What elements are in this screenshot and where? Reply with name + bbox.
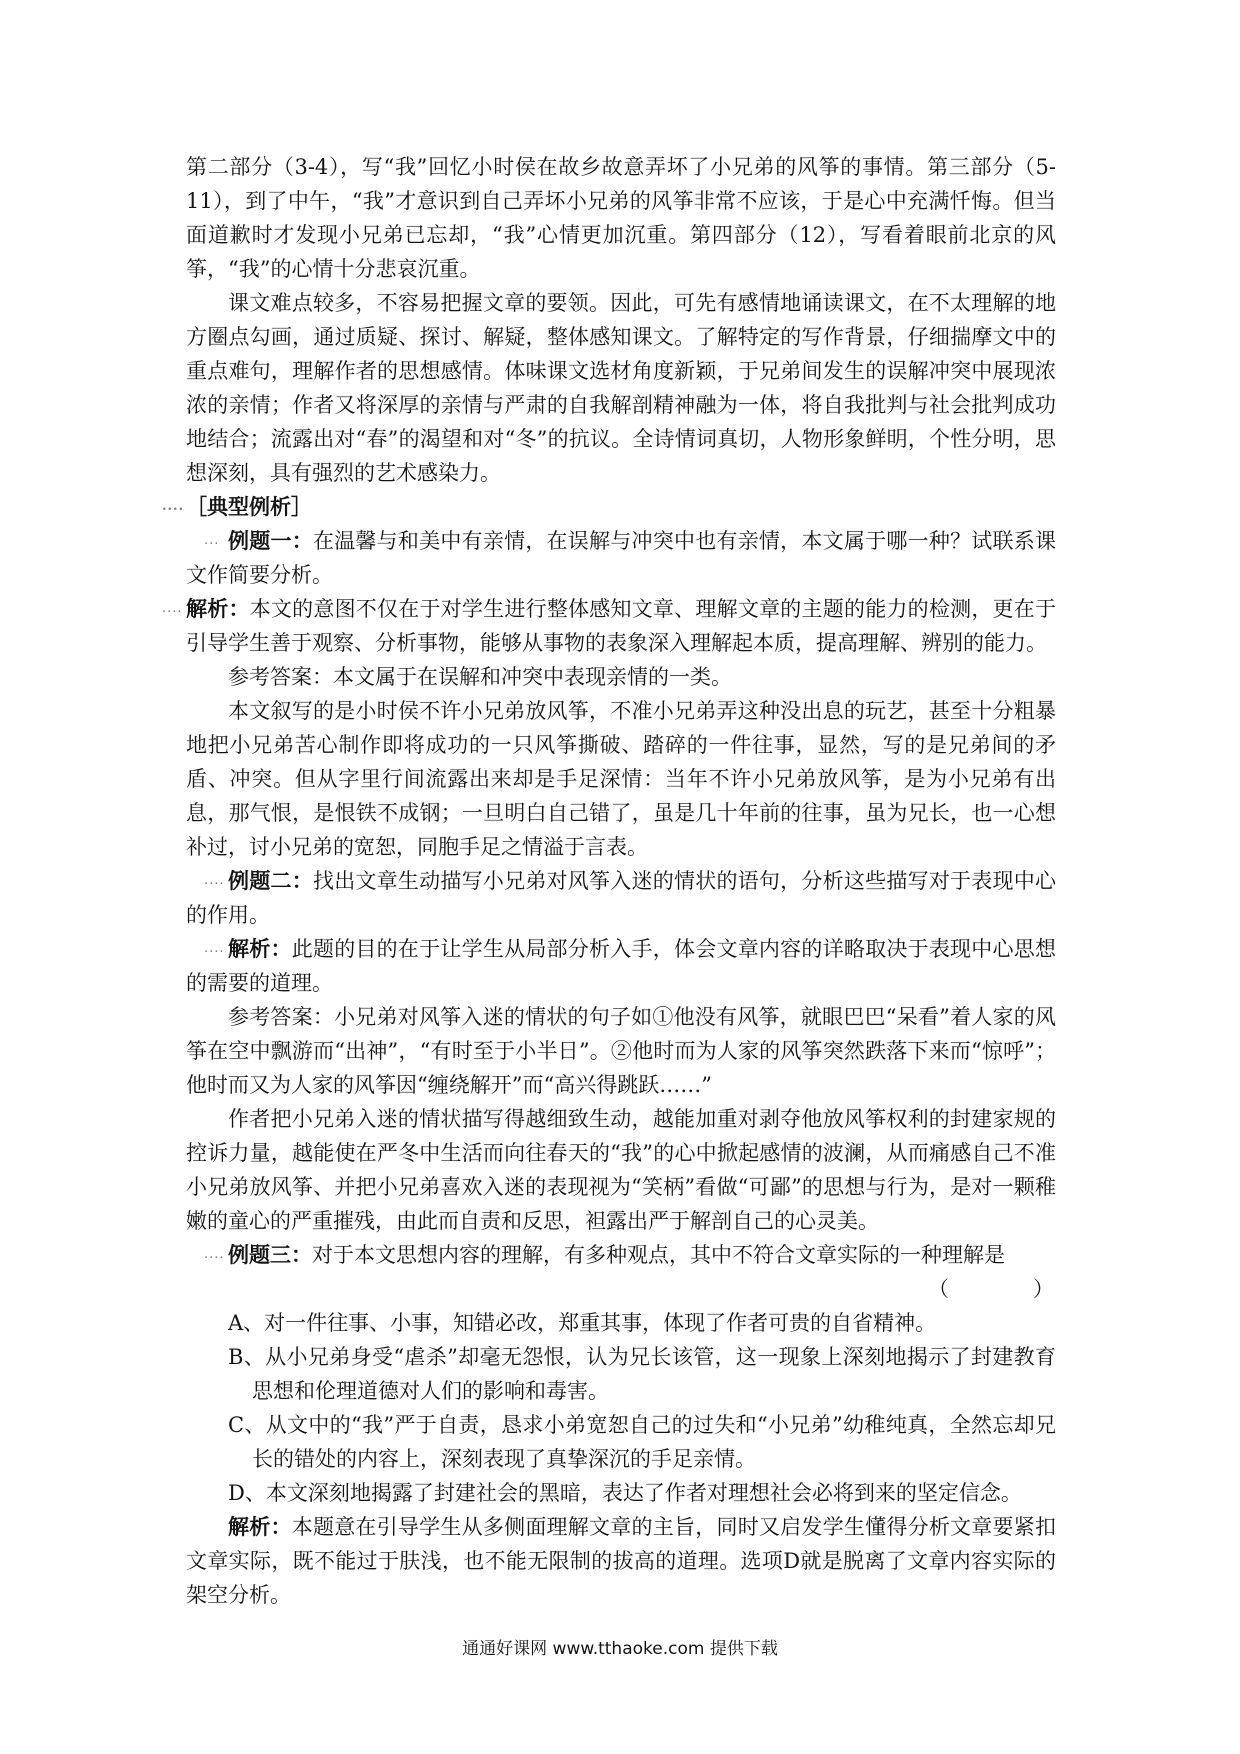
example-1-analysis (162, 592, 1057, 660)
example-1-analysis-text: 本文的意图不仅在于对学生进行整体感知文章、理解文章的主题的能力的检测，更在于引导学生善于观察、分析事物，能够从事物的表象深入理解起本质，提高理解、辨别的能力。 (186, 597, 1057, 655)
example-3-question-text: 对于本文思想内容的理解，有多种观点，其中不符合文章实际的一种理解是 (312, 1243, 1005, 1267)
example-2-analysis-label: 解析： (228, 936, 292, 961)
example-3-question (186, 1238, 1056, 1272)
example-3-analysis (186, 1510, 1056, 1612)
margin-marks: .... (204, 1247, 225, 1262)
summary-paragraph: 第二部分（3-4），写“我”回忆小时侯在故乡故意弄坏了小兄弟的风筝的事情。第三部分（5-11），到了中午，“我”才意识到自己弄坏小兄弟的风筝非常不应该，于是心中充满忏悔。但当面道歉时才发现小兄弟已忘却，“我”心情更加沉重。第四部分（12），写看着眼前北京的风筝，“我”的心情十分悲哀沉重。 (186, 155, 1056, 281)
margin-marks: .... (204, 941, 225, 956)
example-2-question-text: 找出文章生动描写小兄弟对风筝入迷的情状的语句，分析这些描写对于表现中心的作用。 (186, 869, 1057, 927)
document-body (162, 150, 1057, 1612)
margin-marks: .... (162, 601, 183, 616)
example-1-analysis-label: 解析： (186, 596, 250, 621)
option-b: B、从小兄弟身受“虐杀”却毫无怨恨，认为兄长该管，这一现象上深刻地揭示了封建教育思想和伦理道德对人们的影响和毒害。 (228, 1345, 1056, 1403)
answer-blank: （ ） (928, 1277, 1054, 1301)
section-heading-text: ［典型例析］ (186, 494, 312, 519)
example-2-answer: 参考答案：小兄弟对风筝入迷的情状的句子如①他没有风筝，就眼巴巴“呆看”着人家的风筝在空中飘游而“出神”，“有时至于小半日”。②他时而为人家的风筝突然跌落下来而“惊呼”；他时而又为人家的风筝因“缠绕解开”而“高兴得跳跃……” (186, 1005, 1056, 1097)
example-3-label: 例题三： (228, 1242, 312, 1267)
example-1-question (186, 524, 1056, 592)
option-d: D、本文深刻地揭露了封建社会的黑暗，表达了作者对理想社会必将到来的坚定信念。 (228, 1481, 1022, 1505)
example-1-label: 例题一： (228, 528, 313, 553)
example-2-label: 例题二： (228, 868, 313, 893)
example-2-question (186, 864, 1056, 932)
option-c: C、从文中的“我”严于自责，恳求小弟宽恕自己的过失和“小兄弟”幼稚纯真，全然忘却兄长的错处的内容上，深刻表现了真挚深沉的手足亲情。 (228, 1413, 1056, 1471)
example-3-analysis-text: 本题意在引导学生从多侧面理解文章的主旨，同时又启发学生懂得分析文章要紧扣文章实际，既不能过于肤浅，也不能无限制的拔高的道理。选项D就是脱离了文章内容实际的架空分析。 (186, 1515, 1057, 1607)
margin-marks: ... (204, 533, 220, 548)
example-1-question-text: 在温馨与和美中有亲情，在误解与冲突中也有亲情，本文属于哪一种？试联系课文作简要分析。 (186, 529, 1057, 587)
example-3-analysis-label: 解析： (228, 1514, 292, 1539)
margin-marks: .... (204, 873, 225, 888)
example-1-answer: 参考答案：本文属于在误解和冲突中表现亲情的一类。 (228, 665, 732, 689)
example-2-analysis-text: 此题的目的在于让学生从局部分析入手，体会文章内容的详略取决于表现中心思想的需要的道理。 (186, 937, 1057, 995)
example-2-extra: 作者把小兄弟入迷的情状描写得越细致生动，越能加重对剥夺他放风筝权利的封建家规的控诉力量，越能使在严冬中生活而向往春天的“我”的心中掀起感情的波澜，从而痛感自己不准小兄弟放风筝、并把小兄弟喜欢入迷的表现视为“笑柄”看做“可鄙”的思想与行为，是对一颗稚嫩的童心的严重摧残，由此而自责和反思，袒露出严于解剖自己的心灵美。 (186, 1107, 1056, 1233)
section-heading (162, 490, 1056, 524)
page-footer: 通通好课网 www.tthaoke.com 提供下载 (462, 1639, 778, 1659)
margin-marks: .... (162, 499, 185, 514)
difficulty-paragraph: 课文难点较多，不容易把握文章的要领。因此，可先有感情地诵读课文，在不太理解的地方圈点勾画，通过质疑、探讨、解疑，整体感知课文。了解特定的写作背景，仔细揣摩文中的重点难句，理解作者的思想感情。体味课文选材角度新颖，于兄弟间发生的误解冲突中展现浓浓的亲情；作者又将深厚的亲情与严肃的自我解剖精神融为一体，将自我批判与社会批判成功地结合；流露出对“春”的渴望和对“冬”的抗议。全诗情词真切，人物形象鲜明，个性分明，思想深刻，具有强烈的艺术感染力。 (186, 291, 1056, 485)
option-a: A、对一件往事、小事，知错必改，郑重其事，体现了作者可贵的自省精神。 (228, 1311, 937, 1335)
example-2-analysis (186, 932, 1056, 1000)
example-1-extra: 本文叙写的是小时侯不许小兄弟放风筝，不准小兄弟弄这种没出息的玩艺，甚至十分粗暴地把小兄弟苦心制作即将成功的一只风筝撕破、踏碎的一件往事，显然，写的是兄弟间的矛盾、冲突。但从字里行间流露出来却是手足深情：当年不许小兄弟放风筝，是为小兄弟有出息，那气恨，是恨铁不成钢；一旦明白自己错了，虽是几十年前的往事，虽为兄长，也一心想补过，讨小兄弟的宽恕，同胞手足之情溢于言表。 (186, 699, 1056, 859)
